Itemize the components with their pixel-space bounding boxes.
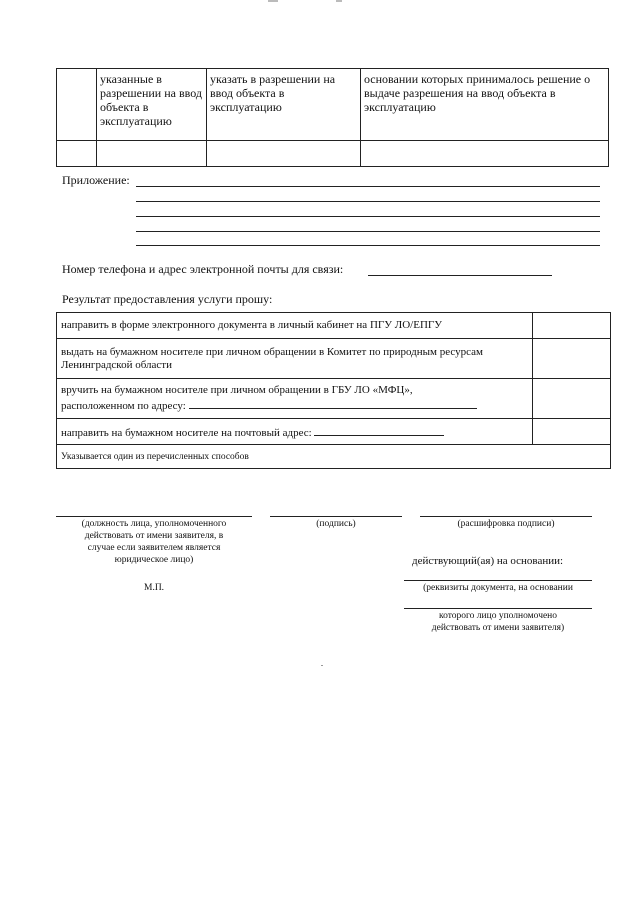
caption-line: случае если заявителем является <box>87 543 221 553</box>
table-cell <box>57 69 97 141</box>
contact-field-line[interactable] <box>368 275 552 276</box>
document-caption-2: которого лицо уполномочено <box>438 611 558 621</box>
service-option-text: направить в форме электронного документа в личный кабинет на ПГУ ЛО/ЕПГУ <box>57 313 533 339</box>
caption-line: (должность лица, уполномоченного <box>81 519 227 529</box>
table-cell: указанные в разрешении на ввод объекта в эксплуатацию <box>97 69 207 141</box>
result-label: Результат предоставления услуги прошу: <box>62 292 273 306</box>
position-caption <box>56 518 252 566</box>
caption-line: действовать от имени заявителя, в <box>84 531 224 541</box>
document-line-2[interactable] <box>404 608 592 609</box>
acting-label: действующий(ая) на основании: <box>412 555 564 567</box>
signature-line[interactable] <box>270 516 402 517</box>
position-line[interactable] <box>56 516 252 517</box>
table-cell-empty[interactable] <box>97 141 207 167</box>
contact-label: Номер телефона и адрес электронной почты для связи: <box>62 262 344 276</box>
appendix-line[interactable] <box>136 231 600 232</box>
decode-caption: (расшифровка подписи) <box>457 519 555 529</box>
signature-caption: (подпись) <box>316 519 356 529</box>
service-option-text: выдать на бумажном носителе при личном обращении в Комитет по природным ресурсам Ленинградской области <box>57 339 533 379</box>
object-info-table <box>56 68 609 167</box>
appendix-line[interactable] <box>136 216 600 217</box>
stamp-label: М.П. <box>144 583 165 593</box>
service-option-mfc <box>57 379 533 419</box>
service-option-checkbox[interactable] <box>533 419 611 445</box>
service-option-checkbox[interactable] <box>533 379 611 419</box>
appendix-label: Приложение: <box>62 173 130 187</box>
top-scan-mark <box>268 0 278 2</box>
service-option-post <box>57 419 533 445</box>
mfc-address-line[interactable] <box>189 397 477 409</box>
scan-dot <box>321 665 323 666</box>
document-caption-1: (реквизиты документа, на основании <box>423 583 573 593</box>
caption-line: юридическое лицо) <box>114 555 194 565</box>
service-options-table <box>56 312 611 469</box>
decode-line[interactable] <box>420 516 592 517</box>
table-cell-empty[interactable] <box>207 141 361 167</box>
appendix-line[interactable] <box>136 245 600 246</box>
service-option-text: направить на бумажном носителе на почтовый адрес: <box>61 426 312 439</box>
service-option-text: вручить на бумажном носителе при личном обращении в ГБУ ЛО «МФЦ», <box>61 384 413 396</box>
document-line[interactable] <box>404 580 592 581</box>
service-note: Указывается один из перечисленных способов <box>57 445 611 469</box>
appendix-line[interactable] <box>136 186 600 187</box>
postal-address-line[interactable] <box>314 424 444 436</box>
table-cell-empty[interactable] <box>361 141 609 167</box>
top-scan-mark <box>336 0 342 2</box>
table-cell: указать в разрешении на ввод объекта в эксплуатацию <box>207 69 361 141</box>
document-caption-3: действовать от имени заявителя) <box>431 623 565 633</box>
service-option-checkbox[interactable] <box>533 339 611 379</box>
service-option-checkbox[interactable] <box>533 313 611 339</box>
table-cell: основании которых принималось решение о выдаче разрешения на ввод объекта в эксплуатацию <box>361 69 609 141</box>
service-option-text: расположенном по адресу: <box>61 400 186 412</box>
table-cell-empty[interactable] <box>57 141 97 167</box>
appendix-line[interactable] <box>136 201 600 202</box>
